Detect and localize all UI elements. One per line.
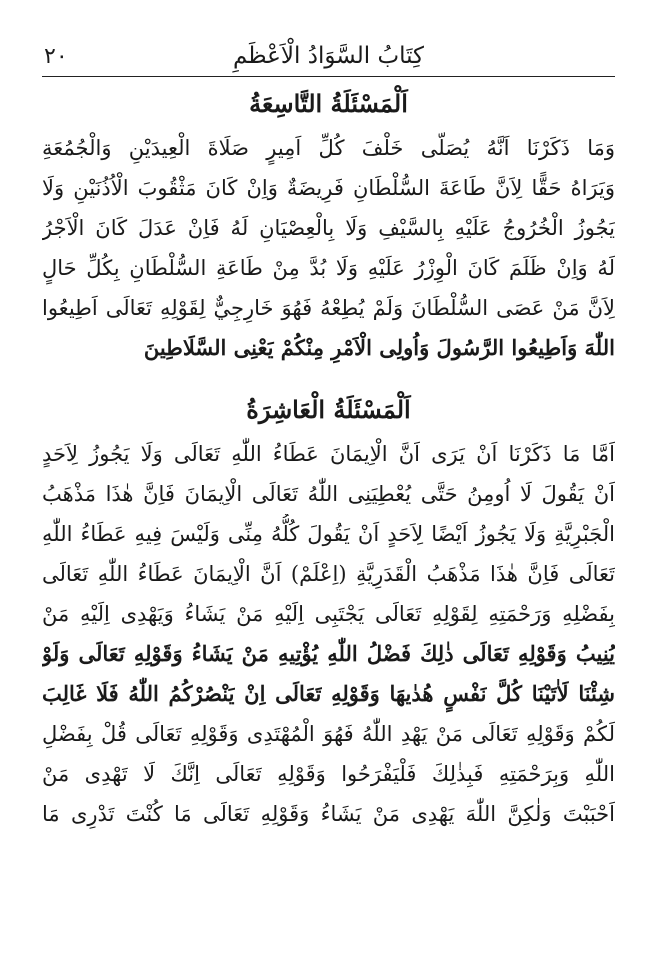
- text-line: بِفَضْلِهِ وَرَحْمَتِهِ لِقَوْلِهِ تَعَالَى يَجْتَبِى اِلَيْهِ مَنْ يَشَاءُ وَيَهْدِى اِلَيْهِ مَنْ: [42, 602, 615, 626]
- text-line: اَنْ يَقُولَ لَا اُومِنُ حَتَّى يُعْطِيَنِى اللّٰهُ تَعَالَى الْاِيمَانَ فَاِنَّ هٰذَا مَذْهَبُ: [42, 482, 615, 506]
- text-line: الْجَبْرِيَّةِ وَلَا يَجُوزُ اَيْضًا لِاَحَدٍ اَنْ يَقُولَ كُلُّهُ مِنِّى وَلَيْسَ فِيهِ عَطَاءُ اللّٰهِ: [42, 522, 615, 546]
- text-line: يُنِيبُ وَقَوْلِهِ تَعَالَى ذٰلِكَ فَضْلُ اللّٰهِ يُؤْتِيهِ مَنْ يَشَاءُ وَقَوْلِهِ تَعَالَى وَلَوْ: [42, 641, 615, 666]
- text-line: لِاَنَّ مَنْ عَصَى السُّلْطَانَ وَلَمْ يُطِعْهُ فَهُوَ خَارِجِيٌّ لِقَوْلِهِ تَعَالَى اَطِيعُوا: [42, 296, 615, 320]
- text-line: وَيَرَاهُ حَقًّا لِاَنَّ طَاعَةَ السُّلْطَانِ فَرِيضَةٌ وَاِنْ كَانَ مَثْقُوبَ الْاُذُنَيْنِ وَلَا: [42, 176, 615, 200]
- text-line: وَمَا ذَكَرْنَا اَنَّهُ يُصَلّى خَلْفَ كُلِّ اَمِيرٍ صَلَاةَ الْعِيدَيْنِ وَالْجُمُعَةِ: [42, 136, 615, 160]
- section-body-tenth: [42, 434, 615, 834]
- text-line: لَهُ وَاِنْ ظَلَمَ كَانَ الْوِزْرُ عَلَيْهِ وَلَا بُدَّ مِنْ طَاعَةِ السُّلْطَانِ بِكُلِّ حَالٍ: [42, 256, 615, 280]
- page-number: ٢٠: [44, 44, 68, 69]
- text-line: اللّٰهِ وَبِرَحْمَتِهِ فَبِذٰلِكَ فَلْيَفْرَحُوا وَقَوْلِهِ تَعَالَى اِنَّكَ لَا تَهْدِى مَنْ: [42, 762, 615, 786]
- text-line: يَجُوزُ الْخُرُوجُ عَلَيْهِ بِالسَّيْفِ وَلَا بِالْعِصْيَانِ لَهُ فَاِنْ عَدَلَ كَانَ الْاَجْرُ: [42, 216, 615, 240]
- text-line: اللّٰهَ وَاَطِيعُوا الرَّسُولَ وَاُولِى الْاَمْرِ مِنْكُمْ يَعْنِى السَّلَاطِينَ: [143, 335, 615, 360]
- section-heading-tenth: اَلْمَسْئَلَةُ الْعَاشِرَةُ: [246, 395, 411, 424]
- header-rule: [42, 76, 615, 77]
- text-line: اَمَّا مَا ذَكَرْنَا اَنْ يَرَى اَنَّ الْاِيمَانَ عَطَاءُ اللّٰهِ تَعَالَى وَلَا يَجُوزُ لِاَحَدٍ: [42, 442, 615, 466]
- running-title: كِتَابُ السَّوَادُ الْاَعْظَمِ: [232, 43, 424, 69]
- page-header: [42, 0, 615, 78]
- section-body-ninth: [42, 128, 615, 368]
- section-heading-ninth: اَلْمَسْئَلَةُ التَّاسِعَةُ: [249, 89, 408, 118]
- text-line: تَعَالَى فَاِنَّ هٰذَا مَذْهَبُ الْقَدَرِيَّةِ (اِعْلَمْ) اَنَّ الْاِيمَانَ عَطَاءُ اللّٰهِ تَعَالَى: [42, 562, 615, 586]
- text-line: لَكُمْ وَقَوْلِهِ تَعَالَى مَنْ يَهْدِ اللّٰهُ فَهُوَ الْمُهْتَدِى وَقَوْلِهِ تَعَالَى قُلْ بِفَضْلِ: [42, 722, 615, 746]
- text-line: شِئْنَا لَاٰتَيْنَا كُلَّ نَفْسٍ هُدٰيهَا وَقَوْلِهِ تَعَالَى اِنْ يَنْصُرْكُمُ اللّٰهُ فَلَا غَالِبَ: [42, 681, 615, 706]
- text-line: اَحْبَبْتَ وَلٰكِنَّ اللّٰهَ يَهْدِى مَنْ يَشَاءُ وَقَوْلِهِ تَعَالَى مَا كُنْتَ تَدْرِى مَا: [42, 802, 615, 826]
